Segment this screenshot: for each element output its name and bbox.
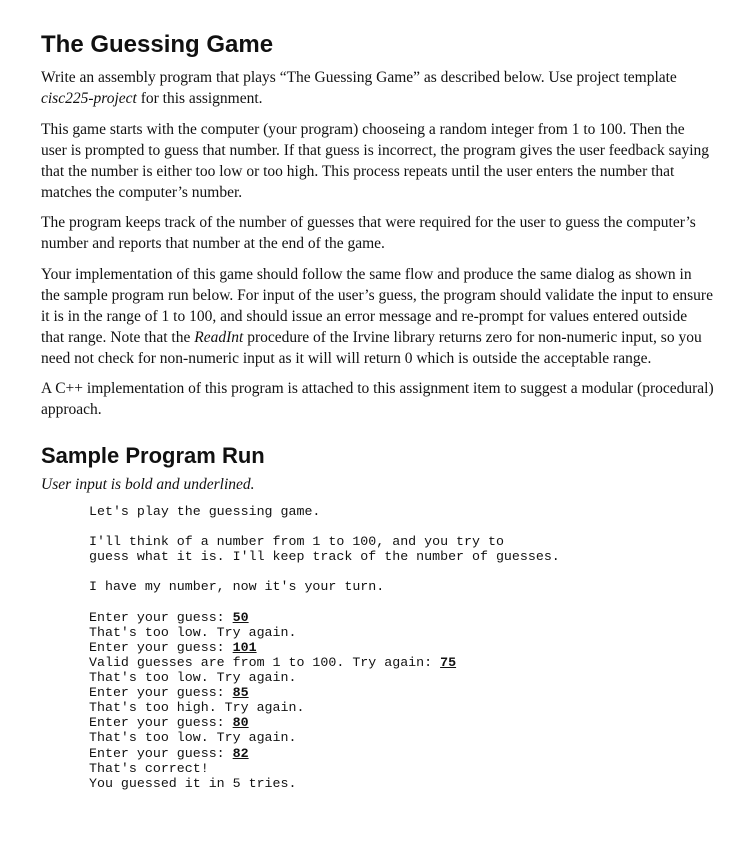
console-line — [89, 746, 714, 761]
console-line — [89, 579, 714, 594]
console-output-text: Enter your guess: — [89, 685, 233, 701]
console-line — [89, 700, 714, 715]
console-output-text: Enter your guess: — [89, 715, 233, 731]
console-output-text: That's too high. Try again. — [89, 700, 305, 716]
console-user-input: 75 — [440, 654, 457, 670]
cpp-paragraph: A C++ implementation of this program is attached to this assignment item to suggest a modular (procedural) approach. — [41, 380, 714, 418]
console-user-input: 80 — [232, 715, 249, 731]
page-title: The Guessing Game — [41, 31, 274, 58]
console-output-text: Enter your guess: — [89, 609, 233, 625]
tracking-paragraph: The program keeps track of the number of guesses that were required for the user to guess the computer’s number and reports that number at the end of the game. — [41, 214, 696, 252]
console-output-text: Enter your guess: — [89, 745, 233, 761]
console-output-text: That's too low. Try again. — [89, 624, 297, 640]
console-line — [89, 685, 714, 700]
console-line — [89, 549, 714, 564]
implementation-paragraph — [41, 264, 714, 369]
console-output-text: Enter your guess: — [89, 639, 233, 655]
intro-text-after: for this assignment. — [136, 90, 263, 107]
console-output-text: Let's play the guessing game. — [89, 504, 321, 519]
intro-text-before: Write an assembly program that plays “The Guessing Game” as described below. Use project template — [41, 69, 677, 86]
console-output-text: guess what it is. I'll keep track of the number of guesses. — [89, 549, 560, 565]
console-line — [89, 655, 714, 670]
console-line — [89, 761, 714, 776]
console-output-text: You guessed it in 5 tries. — [89, 775, 297, 791]
console-user-input: 101 — [232, 639, 257, 655]
console-line — [89, 715, 714, 730]
implementation-text-after: procedure of the Irvine library returns zero for non-numeric input, so you need not check for non-numeric input as it will will return 0 which is outside the acceptable range. — [41, 328, 702, 367]
console-line — [89, 670, 714, 685]
console-user-input: 85 — [232, 685, 249, 701]
template-name: cisc225-project — [41, 90, 137, 107]
console-blank-line — [89, 564, 714, 579]
sample-run-heading: Sample Program Run — [41, 443, 265, 468]
console-blank-line — [89, 595, 714, 610]
implementation-text-before: Your implementation of this game should follow the same flow and produce the same dialog as shown in the sample program run below. For input of the user’s guess, the program should validate the input to ensure it is in the range of 1 to 100, and should issue an error message and re-prompt for values entered outside that range. Note that the — [41, 265, 713, 346]
console-output-text: That's too low. Try again. — [89, 730, 297, 746]
console-line — [89, 640, 714, 655]
console-user-input: 50 — [232, 609, 249, 625]
console-line — [89, 504, 714, 519]
console-line — [89, 776, 714, 791]
game-description-paragraph: This game starts with the computer (your program) chooseing a random integer from 1 to 100. Then the user is prompted to guess that number. If that guess is incorrect, the program gives the user feedback saying that the number is either too low or too high. This process repeats until the user enters the number that matches the computer’s number. — [41, 120, 710, 201]
console-line — [89, 534, 714, 549]
sample-run-output — [89, 504, 714, 791]
sample-run-note: User input is bold and underlined. — [41, 476, 255, 493]
console-line — [89, 610, 714, 625]
readint-proc-name: ReadInt — [194, 328, 244, 346]
console-line — [89, 730, 714, 745]
console-output-text: I'll think of a number from 1 to 100, and you try to — [89, 534, 504, 550]
console-user-input: 82 — [232, 745, 249, 761]
console-output-text: That's too low. Try again. — [89, 670, 297, 686]
console-line — [89, 625, 714, 640]
console-blank-line — [89, 519, 714, 534]
console-output-text: That's correct! — [89, 760, 209, 776]
console-output-text: Valid guesses are from 1 to 100. Try again: — [89, 654, 441, 670]
intro-paragraph — [41, 67, 714, 109]
console-output-text: I have my number, now it's your turn. — [89, 579, 385, 595]
